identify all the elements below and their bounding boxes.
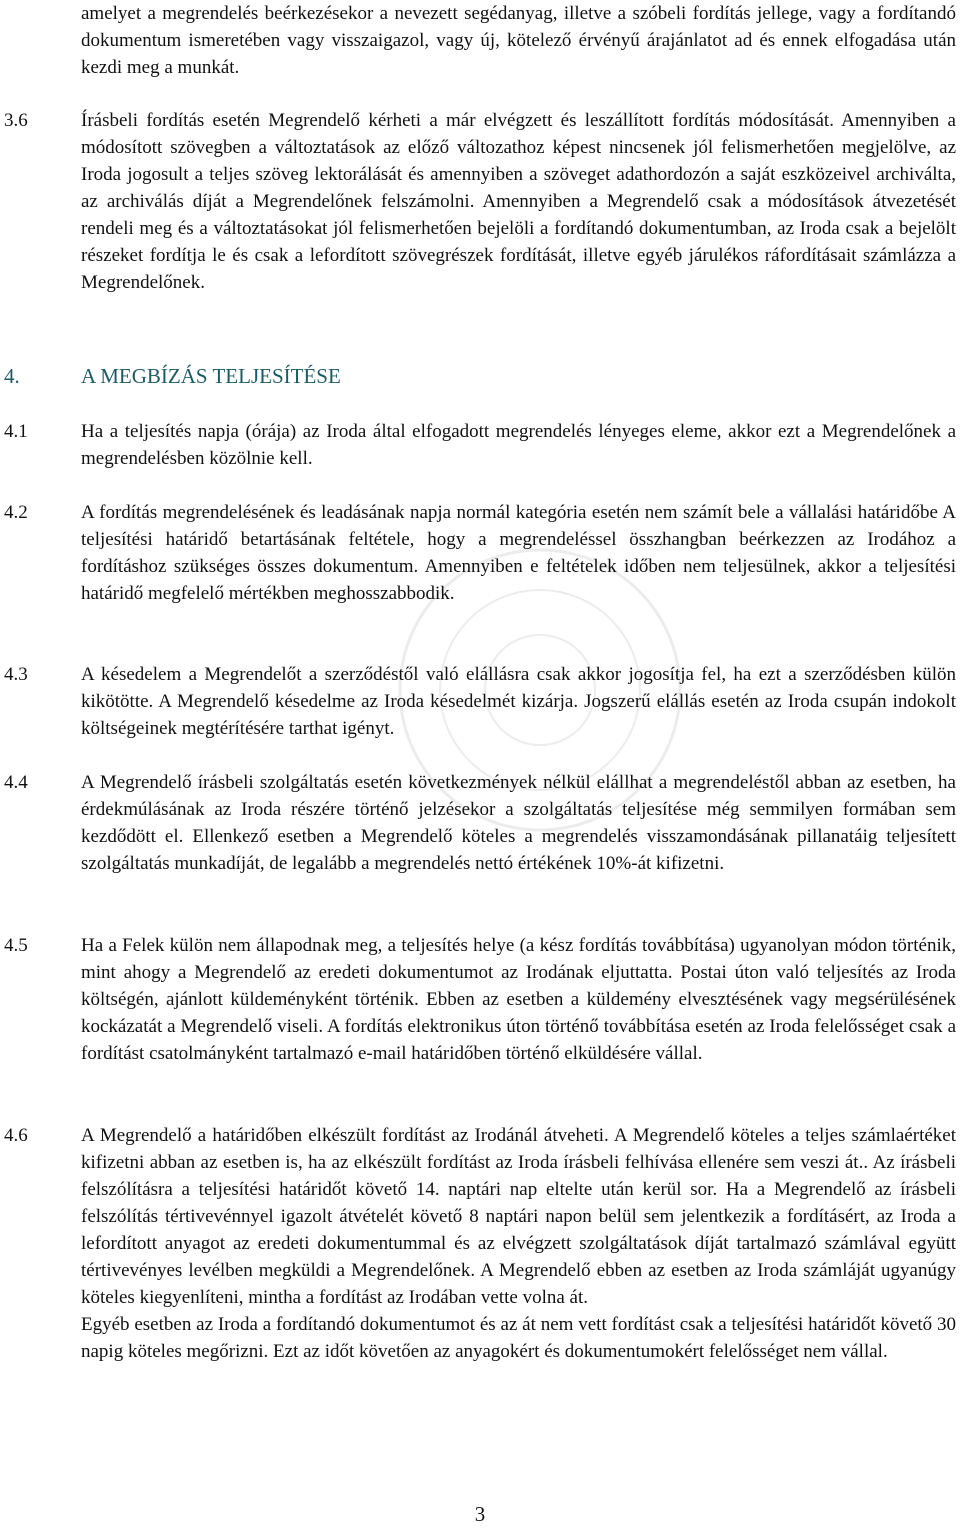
- section-heading: [4, 362, 341, 390]
- clause-text-group: [81, 1122, 960, 1365]
- clause-number: 4.4: [4, 772, 28, 793]
- clause-number: 4.6: [4, 1125, 28, 1146]
- clause-4-5: [0, 932, 960, 1067]
- clause-number: 4.1: [4, 421, 28, 442]
- clause-text: Ha a teljesítés napja (órája) az Iroda által elfogadott megrendelés lényeges eleme, akkor ezt a Megrendelőnek a megrendelésben közölnie kell.: [81, 421, 956, 469]
- clause-number: 3.6: [4, 110, 28, 131]
- clause-4-4: [0, 769, 960, 877]
- clause-4-3: [0, 661, 960, 742]
- clause-text-continued: Egyéb esetben az Iroda a fordítandó dokumentumot és az át nem vett fordítást csak a teljesítési határidőt követő 30 napig köteles megőrizni. Ezt az időt követően az anyagokért és dokumentumokért felelősséget nem vállal.: [81, 1314, 956, 1362]
- clause-text: A Megrendelő a határidőben elkészült fordítást az Irodánál átveheti. A Megrendelő köteles a teljes számlaértéket kifizetni abban az esetben is, ha az elkészült fordítást az Iroda írásbeli felhívása ellenére sem veszi át.. Az írásbeli felszólításra a teljesítési határidőt követő 14. naptári nap eltelte után kerül sor. Ha a Megrendelő az írásbeli felszólítás tértivevénnyel igazolt átvételét követő 8 naptári napon belül sem jelentkezik a fordításért, az Iroda a lefordított anyagot az eredeti dokumentummal és az elvégzett szolgáltatások díját tartalmazó számlával együtt tértivevényes levélben megküldi a Megrendelőnek. A Megrendelő ebben az esetben az Iroda számláját ugyanúgy köteles kiegyenlíteni, mintha a fordítást az Irodában vette volna át.: [81, 1125, 956, 1308]
- clause-number: 4.3: [4, 664, 28, 685]
- clause-text: A késedelem a Megrendelőt a szerződéstől való elállásra csak akkor jogosítja fel, ha ezt a szerződésben külön kikötötte. A Megrendelő késedelme az Iroda késedelmét kizárja. Jogszerű elállás esetén az Iroda csupán indokolt költségeinek megtérítésére tarthat igényt.: [81, 664, 956, 739]
- clause-text: A Megrendelő írásbeli szolgáltatás esetén következmények nélkül elállhat a megrendeléstől abban az esetben, ha érdekmúlásának az Iroda részére történő jelzésekor a szolgáltatás teljesítése még semmilyen formában sem kezdődött el. Ellenkező esetben a Megrendelő köteles a megrendelés visszamondásának pillanatáig teljesített szolgáltatás munkadíját, de legalább a megrendelés nettó értékének 10%-át kifizetni.: [81, 772, 956, 874]
- clause-number: 4.5: [4, 935, 28, 956]
- intro-paragraph: [0, 0, 960, 81]
- clause-4-2: [0, 499, 960, 607]
- intro-number: [0, 0, 81, 81]
- clause-number: 4.2: [4, 502, 28, 523]
- clause-4-6: [0, 1122, 960, 1365]
- section-number: 4.: [4, 364, 20, 388]
- clause-text: Írásbeli fordítás esetén Megrendelő kérheti a már elvégzett és leszállított fordítás módosítását. Amennyiben a módosított szövegben a változtatások az előző változathoz képest nincsenek jól felismerhetően megjelölve, az Iroda jogosult a teljes szöveg lektorálását és amennyiben a szöveget adathordozón a saját eszközeivel archiválta, az archiválás díját a Megrendelőnek felszámolni. Amennyiben a Megrendelő csak a módosítások átvezetését rendeli meg és a változtatásokat jól felismerhetően bejelöli a fordítandó dokumentumban, az Iroda csak a bejelölt részeket fordítja le és csak a lefordított szövegrészek fordítását, illetve egyéb járulékos ráfordításait számlázza a Megrendelőnek.: [81, 110, 956, 293]
- clause-text: A fordítás megrendelésének és leadásának napja normál kategória esetén nem számít bele a vállalási határidőbe A teljesítési határidő betartásának feltétele, hogy a megrendeléssel összhangban beérkezzen az Irodához a fordításhoz szükséges összes dokumentum. Amennyiben e feltételek időben nem teljesülnek, akkor a teljesítési határidő megfelelő mértékben meghosszabbodik.: [81, 502, 956, 604]
- page-number: 3: [474, 1502, 486, 1526]
- clause-text: Ha a Felek külön nem állapodnak meg, a teljesítés helye (a kész fordítás továbbítása) ugyanolyan módon történik, mint ahogy a Megrendelő az eredeti dokumentumot az Irodának eljuttatta. Postai úton való teljesítés az Iroda költségén, ajánlott küldeményként történik. Ebben az esetben a küldemény elvesztésének vagy megsérülésének kockázatát a Megrendelő viseli. A fordítás elektronikus úton történő továbbítása esetén az Iroda felelősséget csak a fordítást csatolmányként tartalmazó e-mail határidőben történő elküldésére vállal.: [81, 935, 956, 1064]
- intro-text: amelyet a megrendelés beérkezésekor a nevezett segédanyag, illetve a szóbeli fordítás jellege, vagy a fordítandó dokumentum ismeretében vagy visszaigazol, vagy új, kötelező érvényű árajánlatot ad és ennek elfogadása után kezdi meg a munkát.: [81, 3, 956, 78]
- clause-4-1: [0, 418, 960, 472]
- clause-3-6: [0, 107, 960, 296]
- section-title: A MEGBÍZÁS TELJESÍTÉSE: [81, 364, 341, 388]
